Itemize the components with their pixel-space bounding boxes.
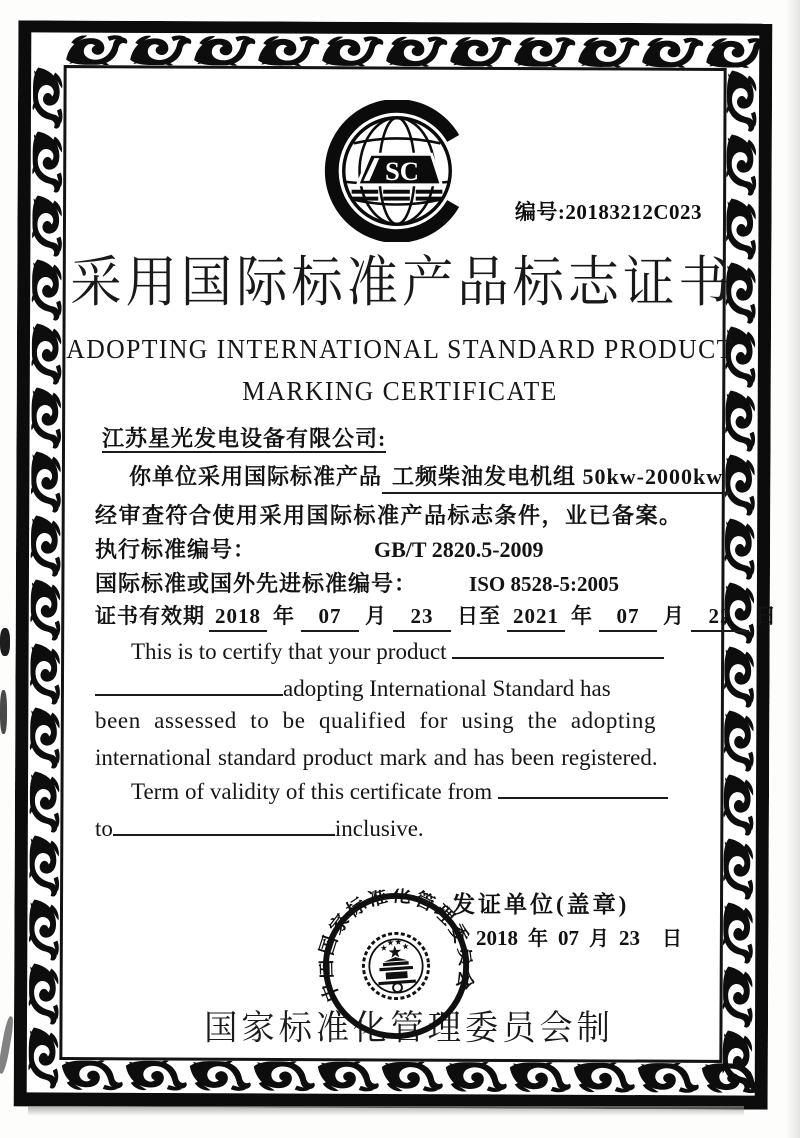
valid-to-year: 2021 (507, 604, 565, 632)
certificate-number-label: 编号: (514, 200, 566, 224)
valid-from-year: 2018 (209, 604, 267, 632)
valid-from-month: 07 (301, 604, 359, 632)
national-emblem-icon (361, 931, 431, 1001)
valid-from-day: 23 (393, 604, 451, 632)
executive-standard-label: 执行标准编号： (95, 537, 257, 562)
certificate-number-value: 20183212C023 (565, 200, 702, 224)
logo-letters: SC (384, 155, 419, 186)
international-standard-label: 国际标准或国外先进标准编号： (95, 571, 418, 596)
validity-label: 证书有效期 (95, 604, 205, 628)
official-seal (314, 884, 478, 1048)
company-name: 江苏星光发电设备有限公司: (102, 426, 387, 451)
issue-date: 2018 年 07 月 23 日 (476, 926, 682, 950)
footer-issuing-body: 国家标准化管理委员会制 (204, 1009, 614, 1048)
blank-line (113, 811, 335, 836)
en-line3: been assessed to be qualified for using the adopting (95, 708, 657, 733)
product-name: 工频柴油发电机组 50kw-2000kw (382, 460, 731, 494)
issue-year: 2018 (476, 926, 518, 950)
en-line6: to inclusive. (95, 811, 713, 842)
executive-standard-row (95, 533, 713, 564)
validity-row: 证书有效期 2018 年 07 月 23 日至 2021 年 07 月 22 日 (95, 600, 713, 632)
scan-smudge (0, 628, 10, 656)
blank-line (452, 634, 664, 659)
valid-to-month: 07 (599, 604, 657, 632)
issuer-label: 发证单位(盖章) (452, 892, 630, 917)
statement-line2: 经审查符合使用采用国际标准产品标志条件，业已备案。 (95, 503, 683, 528)
en-line5: Term of validity of this certificate from (95, 774, 713, 805)
valid-to-day: 22 (691, 604, 749, 632)
blank-line (95, 671, 283, 696)
scan-edge-shade (786, 0, 800, 1138)
en-line2: adopting International Standard has (95, 671, 713, 702)
title-chinese: 采用国际标准产品标志证书 (70, 253, 734, 314)
issue-month: 07 (558, 926, 579, 950)
scan-smudge (0, 1016, 15, 1075)
en-line1: This is to certify that your product (95, 634, 713, 665)
international-standard-value: ISO 8528-5:2005 (469, 572, 619, 596)
issue-day: 23 (619, 926, 640, 950)
executive-standard-value: GB/T 2820.5-2009 (374, 537, 544, 562)
scan-smudge (0, 690, 7, 734)
title-english-line1: ADOPTING INTERNATIONAL STANDARD PRODUCT (66, 334, 734, 364)
en-line4: international standard product mark and has been registered. (95, 745, 658, 770)
sc-emblem (352, 154, 443, 200)
scan-shadow (28, 1106, 744, 1116)
statement-line1: 你单位采用国际标准产品 工频柴油发电机组 50kw-2000kw (95, 460, 713, 494)
certificate-number (430, 196, 702, 226)
blank-line (498, 774, 668, 799)
international-standard-row (95, 567, 713, 598)
title-english-line2: MARKING CERTIFICATE (242, 376, 558, 406)
seal-ring-text: 中国国家标准化管理委员会 (315, 884, 477, 1005)
